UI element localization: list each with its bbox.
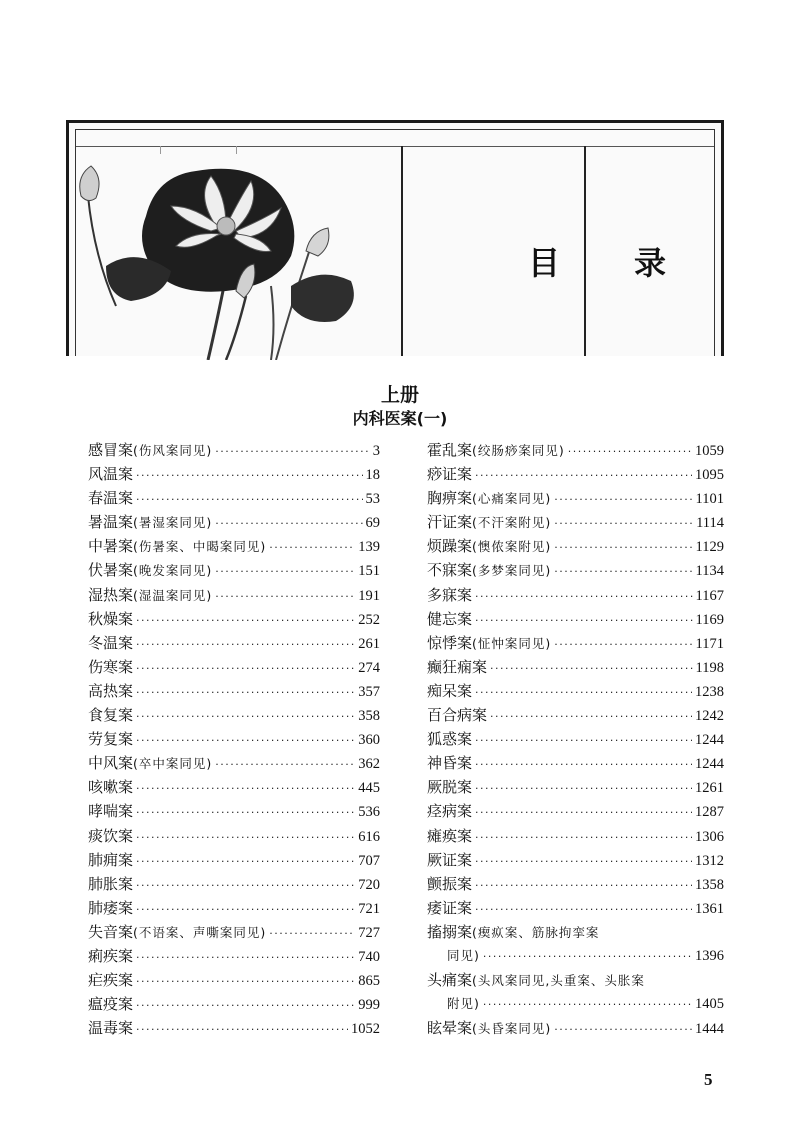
toc-entry-title: 汗证案: [427, 513, 473, 532]
toc-entry-page: 721: [358, 900, 380, 917]
toc-entry-page: 1287: [695, 804, 724, 821]
toc-entry-page: 999: [358, 997, 380, 1014]
toc-entry: [427, 655, 724, 679]
toc-entry: [88, 751, 380, 775]
toc-entry-page: 53: [365, 491, 380, 508]
dot-leader: [136, 946, 355, 970]
toc-entry: [88, 727, 380, 751]
toc-entry-page: 1134: [695, 563, 724, 580]
toc-entry-page: 1396: [695, 947, 724, 964]
toc-entry: [427, 799, 724, 823]
toc-entry-title: 霍乱案: [427, 441, 473, 459]
toc-entry-note: 附见): [447, 996, 480, 1012]
toc-entry: [88, 703, 380, 727]
toc-entry: [88, 944, 380, 968]
toc-entry-title: 多寐案: [427, 585, 473, 604]
toc-entry: [427, 896, 724, 920]
dot-leader: [136, 777, 355, 801]
dot-leader: [490, 705, 692, 729]
toc-entry: [427, 775, 724, 799]
toc-entry-title: 中风案: [88, 754, 134, 773]
toc-entry: [88, 631, 380, 655]
toc-entry: [88, 558, 380, 582]
toc-entry: [88, 510, 380, 534]
toc-entry-page: 1405: [695, 996, 724, 1013]
dot-leader: [136, 874, 355, 898]
toc-entry-title: 中暑案: [88, 537, 134, 556]
toc-entry-title: 痧证案: [427, 465, 473, 484]
toc-entry-title: 厥脱案: [427, 778, 473, 797]
toc-entry: [88, 655, 380, 679]
toc-entry-page: 69: [365, 515, 380, 532]
toc-entry: [88, 438, 380, 462]
toc-entry-title: 风温案: [88, 465, 134, 484]
toc-entry: [88, 992, 380, 1016]
toc-entry: [427, 438, 724, 462]
dot-leader: [136, 609, 355, 633]
dot-leader: [215, 753, 355, 777]
section-title: 内科医案(一): [352, 409, 448, 428]
toc-entry: [427, 510, 724, 534]
toc-entry-page: 1358: [695, 876, 724, 893]
banner-rule: [76, 146, 714, 147]
toc-entry: [427, 968, 724, 992]
toc-entry: [88, 462, 380, 486]
lotus-illustration: [76, 156, 366, 360]
toc-entry: [88, 775, 380, 799]
toc-entry-title: 不寐案: [427, 561, 473, 580]
toc-entry: [427, 944, 724, 968]
toc-entry-page: 1361: [695, 900, 724, 917]
toc-entry: [88, 607, 380, 631]
toc-entry-page: 358: [358, 708, 380, 725]
toc-entry-title: 高热案: [88, 681, 134, 700]
toc-entry: [88, 872, 380, 896]
dot-leader: [136, 898, 355, 922]
dot-leader: [136, 633, 355, 657]
toc-entry-note: (伤风案同见): [133, 443, 213, 458]
dot-leader: [475, 609, 693, 633]
dot-leader: [554, 512, 693, 536]
toc-entry-title: 健忘案: [427, 609, 473, 628]
dot-leader: [136, 850, 355, 874]
toc-entry-page: 1261: [695, 780, 724, 797]
toc-entry: [427, 1016, 724, 1040]
toc-entry: [88, 799, 380, 823]
toc-entry-page: 1101: [695, 491, 724, 508]
toc-entry-title: 眩晕案: [427, 1019, 473, 1038]
dot-leader: [475, 681, 692, 705]
dot-leader: [475, 729, 692, 753]
dot-leader: [568, 440, 692, 464]
dot-leader: [475, 850, 692, 874]
toc-entry-page: 360: [358, 732, 380, 749]
toc-entry: [88, 848, 380, 872]
toc-entry: [427, 992, 724, 1016]
toc-entry-note: (头风案同见,头重案、头胀案: [472, 973, 645, 989]
toc-entry-note: (暑湿案同见): [133, 515, 213, 531]
toc-entry-note: (晚发案同见): [133, 563, 213, 579]
toc-entry: [427, 751, 724, 775]
toc-entry-title: 痿证案: [427, 898, 473, 917]
toc-entry-page: 865: [358, 973, 380, 990]
toc-entry: [427, 631, 724, 655]
toc-title-char: 录: [634, 244, 667, 282]
toc-entry-page: 18: [365, 467, 380, 484]
toc-entry-title: 瘟疫案: [88, 995, 134, 1014]
toc-entry-page: 1238: [695, 683, 724, 700]
toc-entry-page: 1059: [695, 443, 724, 459]
toc-entry-page: 191: [358, 587, 380, 604]
toc-entry: [88, 583, 380, 607]
toc-entry-page: 1052: [351, 1021, 380, 1038]
toc-entry-title: 失音案: [88, 922, 134, 941]
toc-entry-title: 厥证案: [427, 850, 473, 869]
toc-entry-page: 139: [358, 539, 380, 556]
toc-entry-note: (湿温案同见): [133, 587, 213, 603]
toc-entry: [427, 872, 724, 896]
toc-entry-note: 同见): [447, 947, 480, 963]
toc-entry-title: 暑温案: [88, 513, 134, 532]
toc-entry: [427, 558, 724, 582]
toc-entry-page: 740: [358, 948, 380, 965]
toc-entry-title: 狐惑案: [427, 730, 473, 749]
dot-leader: [475, 801, 692, 825]
dot-leader: [215, 560, 355, 584]
toc-entry-page: 274: [358, 659, 380, 676]
volume-title: 上册: [380, 384, 419, 406]
toc-entry-title: 神昏案: [427, 754, 473, 773]
toc-entry-title: 痢疾案: [88, 946, 134, 965]
banner-divider: [584, 146, 586, 356]
banner-divider: [401, 146, 403, 356]
toc-entry-title: 烦躁案: [427, 537, 473, 556]
toc-entry-page: 707: [358, 852, 380, 869]
dot-leader: [554, 560, 692, 584]
toc-entry-title: 咳嗽案: [88, 778, 134, 797]
toc-entry: [427, 462, 724, 486]
toc-entry: [427, 824, 724, 848]
dot-leader: [554, 488, 692, 512]
toc-entry-page: 1095: [695, 467, 724, 484]
toc-entry-title: 伤寒案: [88, 657, 134, 676]
dot-leader: [483, 993, 692, 1017]
dot-leader: [475, 826, 692, 850]
toc-entry: [88, 920, 380, 944]
toc-entry-title: 肺痈案: [88, 850, 134, 869]
toc-entry-title: 冬温案: [88, 633, 134, 652]
dot-leader: [554, 1018, 692, 1042]
toc-entry-page: 1171: [695, 635, 724, 652]
dot-leader: [136, 681, 355, 705]
toc-entry-page: 720: [358, 876, 380, 893]
toc-entry-note: (头昏案同见): [472, 1021, 552, 1037]
toc-entry-title: 百合病案: [427, 706, 488, 725]
toc-entry-title: 食复案: [88, 706, 134, 725]
dot-leader: [269, 922, 355, 946]
dot-leader: [136, 1018, 348, 1042]
toc-entry-title: 感冒案: [88, 441, 134, 459]
toc-entry: [427, 534, 724, 558]
toc-entry: [427, 583, 724, 607]
toc-entry-page: 3: [372, 443, 380, 459]
header-banner: [66, 120, 724, 356]
toc-entry-note: (懊侬案附见): [472, 539, 552, 555]
toc-entry-page: 1114: [696, 515, 724, 532]
toc-entry-note: (不语案、声嘶案同见): [133, 924, 267, 940]
toc-entry: [427, 607, 724, 631]
toc-entry: [88, 896, 380, 920]
toc-entry-page: 357: [358, 683, 380, 700]
toc-entry: [427, 848, 724, 872]
toc-entry-title: 癫狂痫案: [427, 657, 488, 676]
toc-entry-page: 252: [358, 611, 380, 628]
toc-entry-note: (心痛案同见): [472, 491, 552, 507]
dot-leader: [490, 657, 693, 681]
toc-entry-page: 1444: [695, 1021, 724, 1038]
dot-leader: [483, 945, 692, 969]
toc-entry-page: 1312: [695, 852, 724, 869]
toc-entry-note: (伤暑案、中暍案同见): [133, 539, 267, 555]
toc-entry: [427, 703, 724, 727]
toc-entry-title: 劳复案: [88, 730, 134, 749]
toc-entry: [88, 534, 380, 558]
toc-entry-note: (怔忡案同见): [472, 635, 552, 651]
dot-leader: [136, 705, 355, 729]
toc-entry-note: (绞肠痧案同见): [472, 443, 565, 458]
toc-entry-page: 362: [358, 756, 380, 773]
toc-entry-title: 瘫痪案: [427, 826, 473, 845]
toc-entry-title: 惊悸案: [427, 633, 473, 652]
toc-entry-page: 727: [358, 924, 380, 941]
dot-leader: [215, 585, 355, 609]
dot-leader: [136, 970, 355, 994]
toc-entry-note: (不汗案附见): [472, 515, 552, 531]
dot-leader: [136, 488, 362, 512]
toc-entry-note: (卒中案同见): [133, 756, 213, 772]
toc-entry-title: 温毒案: [88, 1019, 134, 1038]
dot-leader: [269, 536, 355, 560]
dot-leader: [136, 657, 355, 681]
toc-entry: [427, 679, 724, 703]
toc-entry-page: 1242: [695, 708, 724, 725]
toc-entry-title: 伏暑案: [88, 561, 134, 580]
toc-entry-title: 肺胀案: [88, 874, 134, 893]
toc-entry: [88, 968, 380, 992]
toc-entry-title: 肺痿案: [88, 898, 134, 917]
toc-entry-title: 秋燥案: [88, 609, 134, 628]
toc-entry-page: 536: [358, 804, 380, 821]
toc-column-left: [88, 438, 380, 1040]
toc-entry-title: 胸痹案: [427, 489, 473, 508]
toc-entry-title: 春温案: [88, 489, 134, 508]
dot-leader: [136, 826, 355, 850]
dot-leader: [475, 777, 692, 801]
toc-entry-note: (瘈疭案、筋脉拘挛案: [472, 924, 600, 940]
toc-entry-title: 颤振案: [427, 874, 473, 893]
toc-entry-title: 疟疾案: [88, 971, 134, 990]
banner-tick: [160, 146, 161, 154]
toc-entry-page: 1169: [695, 611, 724, 628]
toc-entry: [88, 679, 380, 703]
toc-entry-title: 哮喘案: [88, 802, 134, 821]
toc-entry-page: 445: [358, 780, 380, 797]
dot-leader: [554, 536, 692, 560]
toc-entry-title: 头痛案: [427, 971, 473, 990]
dot-leader: [475, 585, 693, 609]
dot-leader: [475, 898, 692, 922]
dot-leader: [475, 464, 692, 488]
toc-column-right: [427, 438, 724, 1040]
toc-entry-title: 痉病案: [427, 802, 473, 821]
toc-entry-page: 1129: [695, 539, 724, 556]
toc-entry-title: 痴呆案: [427, 681, 473, 700]
page-number: 5: [704, 1070, 713, 1089]
toc-entry-page: 616: [358, 828, 380, 845]
dot-leader: [136, 464, 362, 488]
dot-leader: [136, 994, 355, 1018]
dot-leader: [475, 874, 692, 898]
toc-entry-page: 151: [358, 563, 380, 580]
toc-title-char: 目: [528, 244, 561, 282]
toc-entry-note: (多梦案同见): [472, 563, 552, 579]
toc-entry-page: 1198: [695, 659, 724, 676]
dot-leader: [136, 801, 355, 825]
toc-entry: [88, 1016, 380, 1040]
toc-entry-title: 搐搦案: [427, 922, 473, 941]
toc-entry: [427, 920, 724, 944]
toc-entry-page: 1244: [695, 732, 724, 749]
banner-frame: [75, 129, 715, 356]
toc-entry-title: 湿热案: [88, 585, 134, 604]
toc-entry-page: 261: [358, 635, 380, 652]
toc-entry: [88, 824, 380, 848]
toc-entry-page: 1167: [695, 587, 724, 604]
toc-entry-title: 痰饮案: [88, 826, 134, 845]
dot-leader: [475, 753, 692, 777]
dot-leader: [554, 633, 692, 657]
toc-entry: [427, 727, 724, 751]
toc-entry: [427, 486, 724, 510]
toc-entry-page: 1306: [695, 828, 724, 845]
banner-tick: [236, 146, 237, 154]
dot-leader: [215, 512, 362, 536]
dot-leader: [215, 440, 369, 464]
dot-leader: [136, 729, 355, 753]
toc-entry: [88, 486, 380, 510]
toc-entry-page: 1244: [695, 756, 724, 773]
